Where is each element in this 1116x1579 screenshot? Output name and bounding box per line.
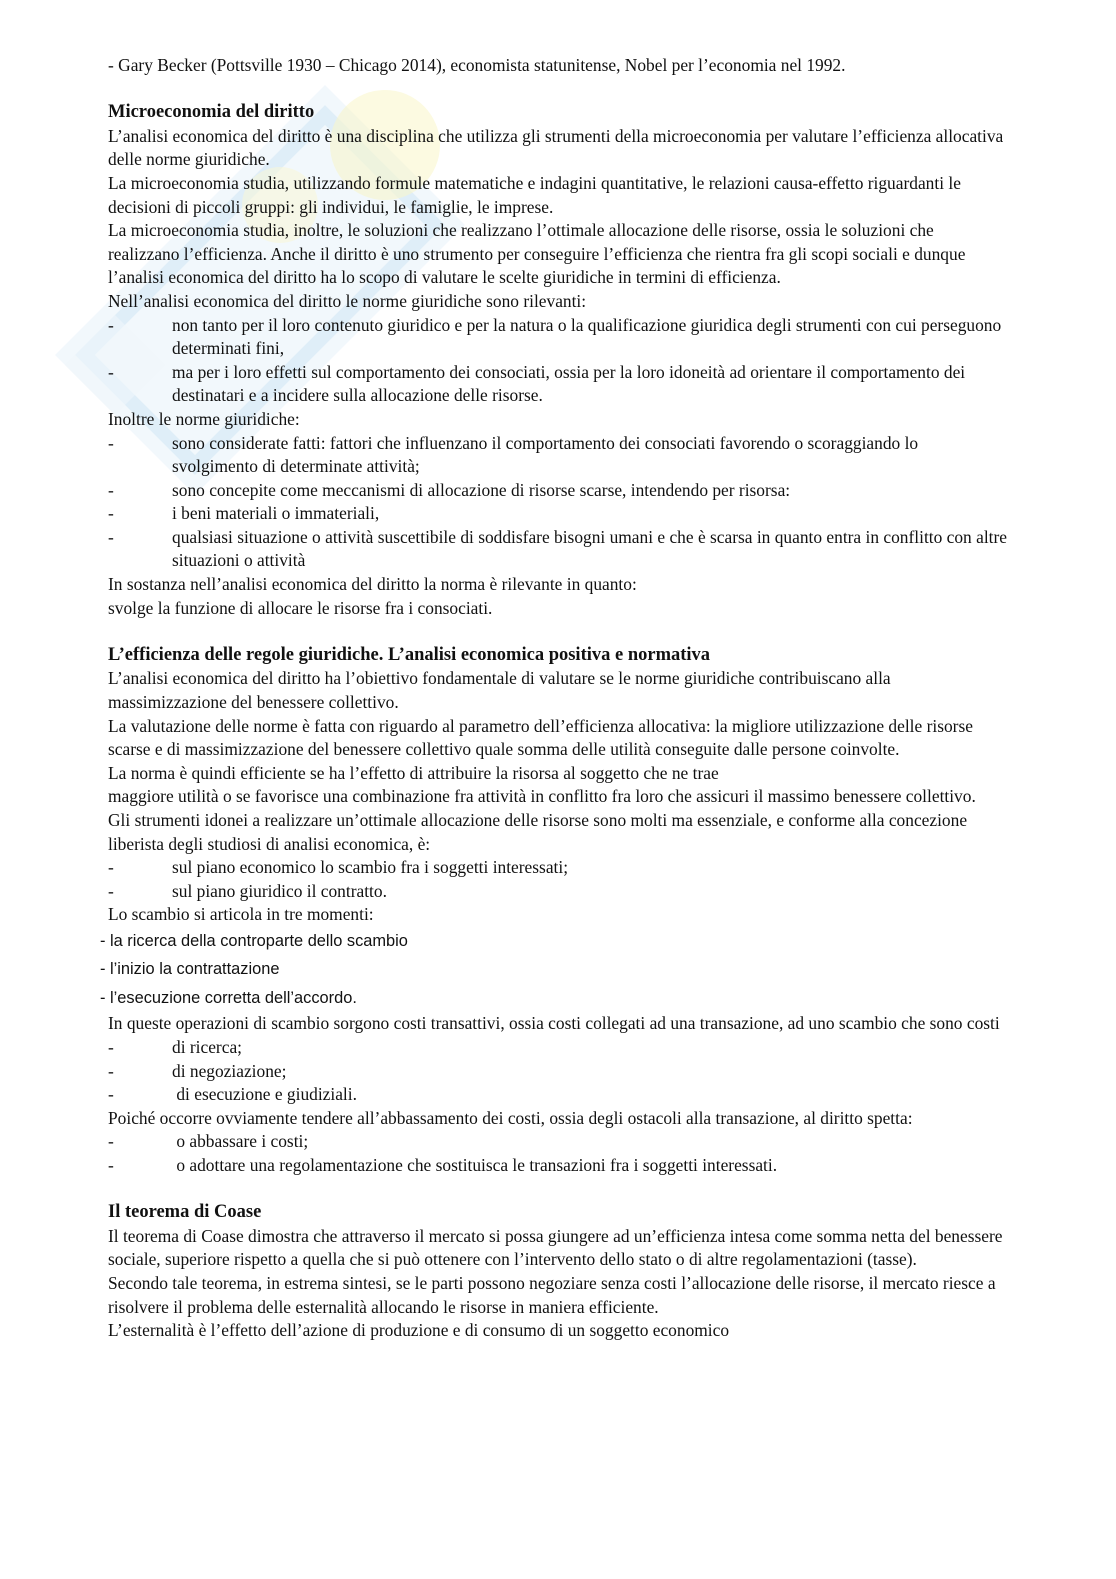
paragraph: La microeconomia studia, utilizzando formule matematiche e indagini quantitative, le relazioni causa-effetto riguardanti le decisioni di piccoli gruppi: gli individui, le famiglie, le imprese. <box>108 172 961 217</box>
paragraph: Inoltre le norme giuridiche: <box>108 408 300 429</box>
dash-marker: - <box>108 503 114 524</box>
section-title-efficienza: L’efficienza delle regole giuridiche. L’analisi economica positiva e normativa <box>108 644 711 665</box>
list-item: - qualsiasi situazione o attività suscettibile di soddisfare bisogni umani e che è scarsa in quanto entra in conflitto con altre situazioni o attività <box>108 526 1007 571</box>
dash-marker: - <box>108 432 114 453</box>
dash-marker: - <box>108 361 114 382</box>
paragraph: L’esternalità è l’effetto dell’azione di produzione e di consumo di un soggetto economico <box>108 1320 730 1341</box>
section-title-microeconomia: Microeconomia del diritto <box>108 102 315 123</box>
moment-item: - la ricerca della controparte dello scambio <box>108 927 1008 956</box>
list-item: - o abbassare i costi; <box>108 1130 1008 1154</box>
dash-marker: - <box>108 1131 114 1152</box>
dash-marker: - <box>108 1084 114 1105</box>
intro-line: - Gary Becker (Pottsville 1930 – Chicago 2014), economista statunitense, Nobel per l’economia nel 1992. <box>108 55 846 75</box>
list-item: - sono considerate fatti: fattori che influenzano il comportamento dei consociati favorendo o scoraggiando lo svolgimento di determinate attività; <box>108 432 919 477</box>
list-item: - di ricerca; <box>108 1036 1008 1060</box>
list-item: - o adottare una regolamentazione che sostituisca le transazioni fra i soggetti interessati. <box>108 1154 1008 1178</box>
paragraph: L’analisi economica del diritto ha l’obiettivo fondamentale di valutare se le norme giuridiche contribuiscano alla massimizzazione del benessere collettivo. <box>108 668 891 713</box>
paragraph: Secondo tale teorema, in estrema sintesi, se le parti possono negoziare senza costi l’allocazione delle risorse, il mercato riesce a risolvere il problema delle esternalità allocando le risorse in maniera efficiente. <box>108 1273 996 1317</box>
dash-marker: - <box>108 880 114 901</box>
dash-marker: - <box>108 526 114 547</box>
paragraph: Il teorema di Coase dimostra che attraverso il mercato si possa giungere ad un’efficienza intesa come somma netta del benessere sociale, superiore rispetto a quella che si può ottenere con l’intervento dello stato o di altre regolamentazioni (tasse). <box>108 1225 1003 1270</box>
list-item: - ma per i loro effetti sul comportamento dei consociati, ossia per la loro idoneità ad orientare il comportamento dei destinatari e a incidere sulla allocazione delle risorse. <box>108 361 966 406</box>
dash-marker: - <box>108 479 114 500</box>
list-item: - di negoziazione; <box>108 1060 1008 1084</box>
paragraph: La microeconomia studia, inoltre, le soluzioni che realizzano l’ottimale allocazione delle risorse, ossia le soluzioni che realizzano l’efficienza. Anche il diritto è uno strumento per conseguire l’efficienza che rientra fra gli scopi sociali e dunque l’analisi economica del diritto ha lo scopo di valutare le scelte giuridiche in termini di efficienza. <box>108 220 966 288</box>
list-item: - sul piano giuridico il contratto. <box>108 880 1008 904</box>
dash-marker: - <box>100 931 106 950</box>
paragraph: Poiché occorre ovviamente tendere all’abbassamento dei costi, ossia degli ostacoli alla transazione, al diritto spetta: <box>108 1107 913 1128</box>
paragraph: La norma è quindi efficiente se ha l’effetto di attribuire la risorsa al soggetto che ne trae <box>108 762 719 783</box>
dash-marker: - <box>108 1155 114 1176</box>
paragraph: svolge la funzione di allocare le risorse fra i consociati. <box>108 597 493 618</box>
dash-marker: - <box>100 988 106 1007</box>
dash-marker: - <box>108 1037 114 1058</box>
section-title-coase: Il teorema di Coase <box>108 1202 262 1223</box>
list-item: - sono concepite come meccanismi di allocazione di risorse scarse, intendendo per risorsa: <box>108 479 1008 503</box>
list-item: - di esecuzione e giudiziali. <box>108 1083 1008 1107</box>
document-body <box>100 54 1008 1343</box>
dash-marker: - <box>100 960 106 979</box>
list-item: - non tanto per il loro contenuto giuridico e per la natura o la qualificazione giuridica degli strumenti con cui perseguono determinati fini, <box>108 314 1002 359</box>
paragraph: In sostanza nell’analisi economica del diritto la norma è rilevante in quanto: <box>108 574 637 595</box>
paragraph: Gli strumenti idonei a realizzare un’ottimale allocazione delle risorse sono molti ma essenziale, e conforme alla concezione liberista degli studiosi di analisi economica, è: <box>108 810 968 854</box>
dash-marker: - <box>108 1060 114 1081</box>
paragraph: Lo scambio si articola in tre momenti: <box>108 904 374 925</box>
moment-item: - l’inizio la contrattazione <box>108 955 1008 984</box>
paragraph: In queste operazioni di scambio sorgono costi transattivi, ossia costi collegati ad una transazione, ad uno scambio che sono costi <box>108 1013 1000 1034</box>
dash-marker: - <box>108 857 114 878</box>
paragraph: Nell’analisi economica del diritto le norme giuridiche sono rilevanti: <box>108 290 587 311</box>
paragraph: La valutazione delle norme è fatta con riguardo al parametro dell’efficienza allocativa: la migliore utilizzazione delle risorse scarse e di massimizzazione del benessere collettivo quale somma delle utilità conseguite dalle persone coinvolte. <box>108 715 973 760</box>
paragraph: maggiore utilità o se favorisce una combinazione fra attività in conflitto fra loro che assicuri il massimo benessere collettivo. <box>108 786 976 807</box>
moment-item: - l’esecuzione corretta dell’accordo. <box>108 984 1008 1013</box>
paragraph: L’analisi economica del diritto è una disciplina che utilizza gli strumenti della microeconomia per valutare l’efficienza allocativa delle norme giuridiche. <box>108 125 1004 170</box>
dash-marker: - <box>108 314 114 335</box>
list-item: - sul piano economico lo scambio fra i soggetti interessati; <box>108 856 1008 880</box>
list-item: - i beni materiali o immateriali, <box>108 502 1008 526</box>
